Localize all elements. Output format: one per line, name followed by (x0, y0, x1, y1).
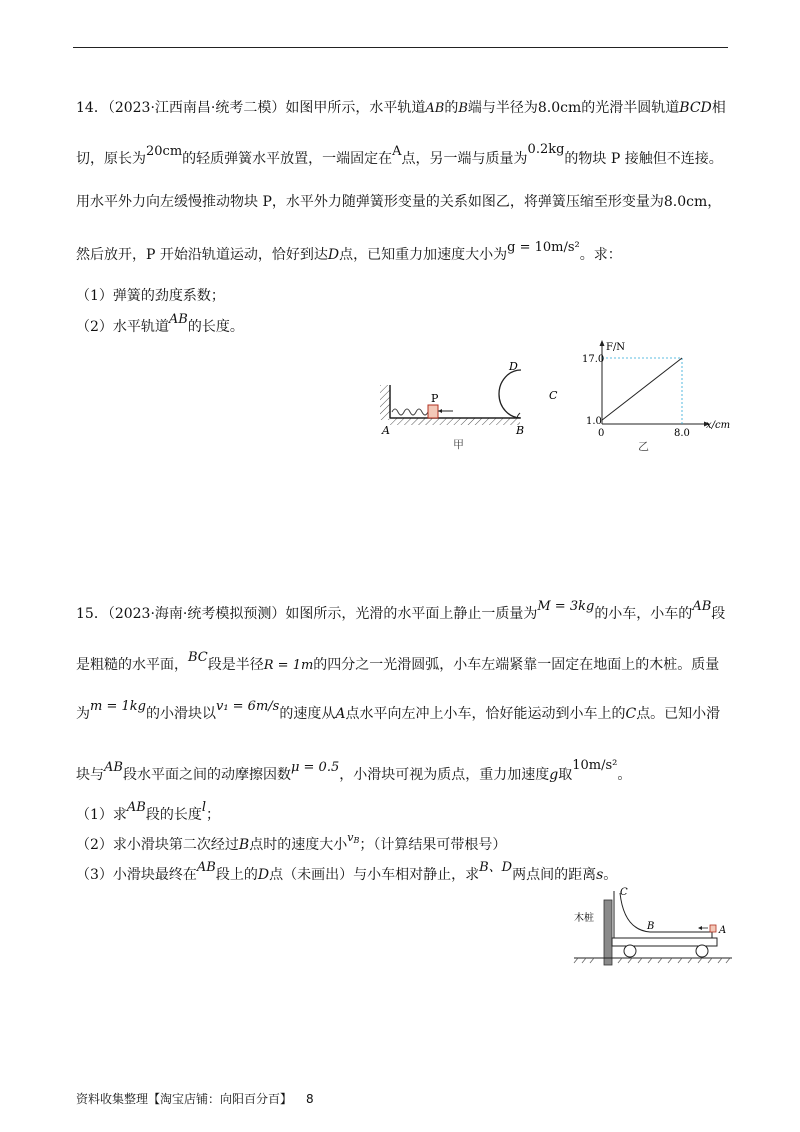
ground-hatch (574, 958, 730, 963)
label-a: A (382, 424, 390, 437)
q15-line-1: 15．（2023·海南·统考模拟预测）如图所示，光滑的水平面上静止一质量为M = 3kg的小车，小车的AB段 (76, 599, 726, 622)
q15-line-4: 块与AB段水平面之间的动摩擦因数μ = 0.5，小滑块可视为质点，重力加速度g取10m/s²。 (76, 758, 632, 783)
label-d: D (509, 360, 518, 373)
caption-jia: 甲 (453, 438, 464, 451)
q14-part-1: （1）弹簧的劲度系数； (76, 288, 225, 304)
wall-hatch (380, 385, 390, 420)
wooden-post (604, 900, 612, 965)
spring (392, 409, 428, 415)
q15-line-3: 为m = 1kg的小滑块以v₁ = 6m/s的速度从A点水平向左冲上小车，恰好能运动到小车上的C点。已知小滑 (76, 699, 721, 722)
cart-track (620, 893, 712, 932)
q15-part-3: （3）小滑块最终在AB段上的D点（未画出）与小车相对静止，求B、D两点间的距离s。 (76, 860, 618, 883)
velocity-arrow-icon (698, 926, 702, 930)
footer-text: 资料收集整理【淘宝店铺：向阳百分百】 (76, 1092, 293, 1106)
page-number: 8 (306, 1092, 314, 1106)
q14-number: 14． (76, 100, 108, 116)
footer (76, 1090, 314, 1107)
y-axis-label: F/N (606, 342, 626, 353)
label-c: C (549, 389, 558, 402)
wheel-left (624, 945, 636, 957)
q15-source: （2023·海南·统考模拟预测） (107, 606, 286, 622)
q15-line-2: 是粗糙的水平面，BC段是半径R = 1m的四分之一光滑圆弧，小车左端紧靠一固定在地面上的木桩。质量 (76, 650, 720, 673)
wheel-right (696, 945, 708, 957)
x-tick: 8.0 (674, 428, 690, 439)
q15-part-1: （1）求AB段的长度l； (76, 800, 221, 823)
slider-block (710, 925, 716, 932)
q15-part-2: （2）求小滑块第二次经过B点时的速度大小$^{v_B}$；（计算结果可带根号） (76, 831, 507, 853)
label-post: 木桩 (574, 913, 594, 924)
block-p (428, 405, 438, 418)
q14-line-4: 然后放开，P 开始沿轨道运动，恰好到达D点，已知重力加速度大小为g = 10m/s²。求： (76, 240, 622, 263)
origin-label: 0 (598, 428, 605, 439)
q14-source: （2023·江西南昌·统考二模） (107, 100, 286, 116)
figure-jia (375, 355, 585, 455)
q15-number: 15． (76, 606, 108, 622)
figure-cart (572, 885, 737, 970)
y-tick-bottom: 1.0 (586, 416, 602, 428)
label-c: C (620, 887, 628, 898)
label-a: A (719, 925, 727, 936)
q14-line-3: 用水平外力向左缓慢推动物块 P，水平外力随弹簧形变量的关系如图乙，将弹簧压缩至形变量为8.0cm， (76, 194, 722, 210)
header-rule (73, 47, 728, 48)
semicircle-track (499, 370, 521, 418)
label-b: B (516, 424, 525, 437)
caption-yi: 乙 (638, 440, 649, 453)
q14-line-1: 14．（2023·江西南昌·统考二模）如图甲所示，水平轨道AB的B端与半径为8.0cm的光滑半圆轨道BCD相 (76, 100, 726, 116)
q14-line-2: 切，原长为20cm的轻质弹簧水平放置，一端固定在A点，另一端与质量为0.2kg的物块 P 接触但不连接。 (76, 142, 723, 167)
track-hatch (390, 418, 520, 425)
label-b: B (647, 921, 655, 932)
label-p: P (431, 392, 439, 405)
figure-yi-chart (580, 338, 740, 453)
series-line (602, 358, 682, 420)
push-arrow-icon (438, 409, 442, 413)
q14-part-2: （2）水平轨道AB的长度。 (76, 312, 244, 335)
x-axis-label: x/cm (706, 420, 731, 431)
y-axis-arrow-icon (600, 340, 605, 346)
y-tick-top: 17.0 (582, 354, 605, 365)
